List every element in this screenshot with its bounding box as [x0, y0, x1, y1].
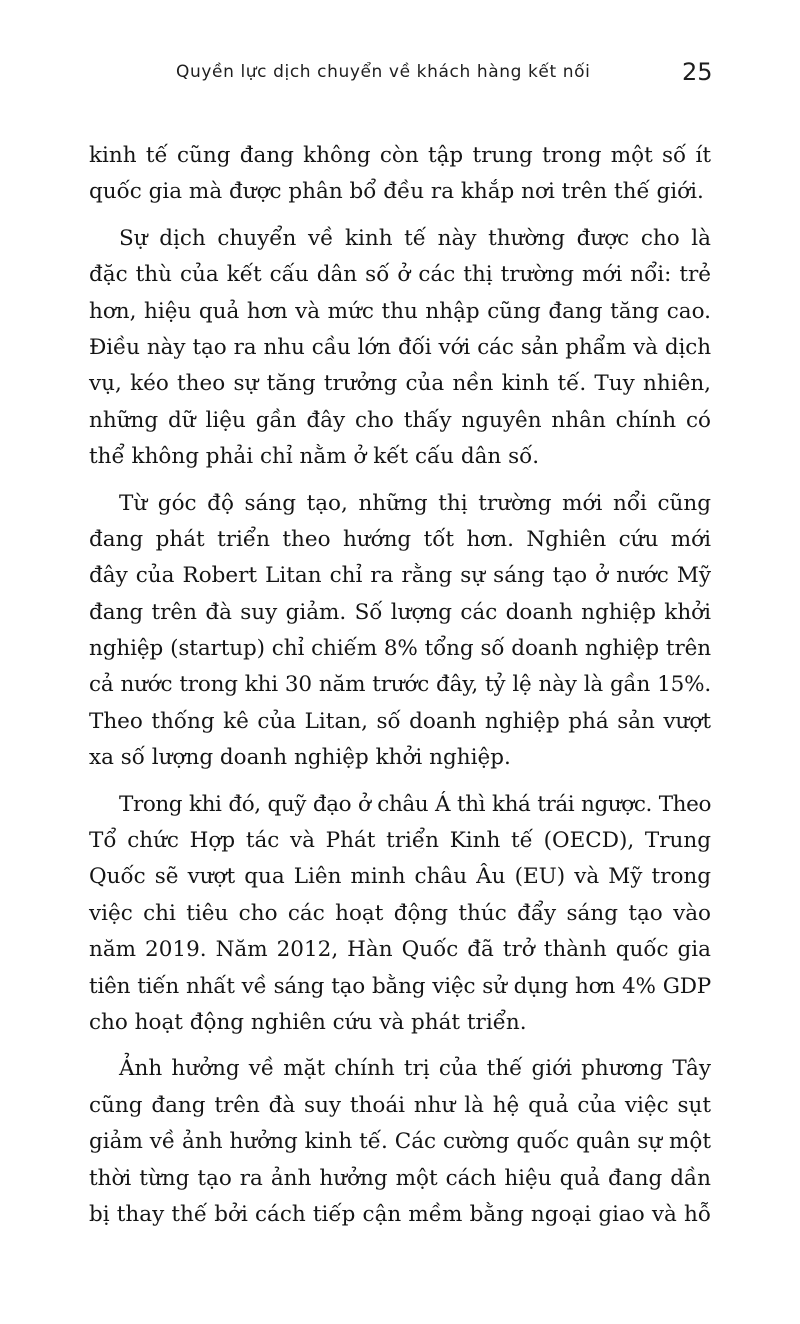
text-line: năm 2019. Năm 2012, Hàn Quốc đã trở thành quốc gia: [89, 937, 711, 963]
paragraph: [89, 221, 711, 476]
text-line: đang phát triển theo hướng tốt hơn. Nghiên cứu mới: [89, 526, 711, 552]
text-line: thể không phải chỉ nằm ở kết cấu dân số.: [89, 444, 540, 470]
text-line: đây của Robert Litan chỉ ra rằng sự sáng tạo ở nước Mỹ: [89, 563, 711, 589]
paragraph: [89, 486, 711, 777]
text-line: cả nước trong khi 30 năm trước đây, tỷ lệ này là gần 15%.: [89, 672, 711, 698]
paragraph: [89, 787, 711, 1042]
text-line: kinh tế cũng đang không còn tập trung trong một số ít: [89, 143, 711, 168]
text-line: hơn, hiệu quả hơn và mức thu nhập cũng đang tăng cao.: [89, 298, 711, 324]
paragraph: [89, 1051, 711, 1233]
page-number: 25: [682, 58, 713, 86]
text-line: đang trên đà suy giảm. Số lượng các doanh nghiệp khởi: [89, 599, 711, 625]
text-line: những dữ liệu gần đây cho thấy nguyên nhân chính có: [89, 407, 711, 433]
text-line: bị thay thế bởi cách tiếp cận mềm bằng ngoại giao và hỗ: [89, 1201, 711, 1227]
text-line: Từ góc độ sáng tạo, những thị trường mới nổi cũng: [119, 490, 711, 516]
text-line: Sự dịch chuyển về kinh tế này thường được cho là: [119, 225, 711, 251]
text-line: thời từng tạo ra ảnh hưởng một cách hiệu quả đang dần: [89, 1165, 711, 1191]
text-line: Theo thống kê của Litan, số doanh nghiệp phá sản vượt: [89, 708, 711, 734]
text-line: vụ, kéo theo sự tăng trưởng của nền kinh tế. Tuy nhiên,: [89, 371, 711, 397]
text-line: Trong khi đó, quỹ đạo ở châu Á thì khá trái ngược. Theo: [119, 791, 711, 817]
text-line: cho hoạt động nghiên cứu và phát triển.: [89, 1009, 527, 1035]
text-line: tiên tiến nhất về sáng tạo bằng việc sử dụng hơn 4% GDP: [89, 973, 711, 999]
text-line: quốc gia mà được phân bổ đều ra khắp nơi trên thế giới.: [89, 179, 704, 205]
text-line: Điều này tạo ra nhu cầu lớn đối với các sản phẩm và dịch: [89, 334, 711, 360]
paragraph: [89, 138, 711, 211]
running-header: [0, 58, 800, 94]
text-line: Tổ chức Hợp tác và Phát triển Kinh tế (OECD), Trung: [89, 828, 711, 854]
text-line: giảm về ảnh hưởng kinh tế. Các cường quốc quân sự một: [89, 1129, 711, 1155]
text-line: xa số lượng doanh nghiệp khởi nghiệp.: [89, 745, 511, 771]
body-text: [89, 138, 711, 1233]
text-line: việc chi tiêu cho các hoạt động thúc đẩy sáng tạo vào: [89, 900, 711, 926]
text-line: Quốc sẽ vượt qua Liên minh châu Âu (EU) và Mỹ trong: [89, 864, 711, 890]
text-line: Ảnh hưởng về mặt chính trị của thế giới phương Tây: [119, 1056, 711, 1082]
text-line: nghiệp (startup) chỉ chiếm 8% tổng số doanh nghiệp trên: [89, 636, 711, 662]
text-line: cũng đang trên đà suy thoái như là hệ quả của việc sụt: [89, 1092, 711, 1118]
text-line: đặc thù của kết cấu dân số ở các thị trường mới nổi: trẻ: [89, 262, 711, 288]
chapter-title: Quyền lực dịch chuyển về khách hàng kết nối: [176, 62, 591, 82]
